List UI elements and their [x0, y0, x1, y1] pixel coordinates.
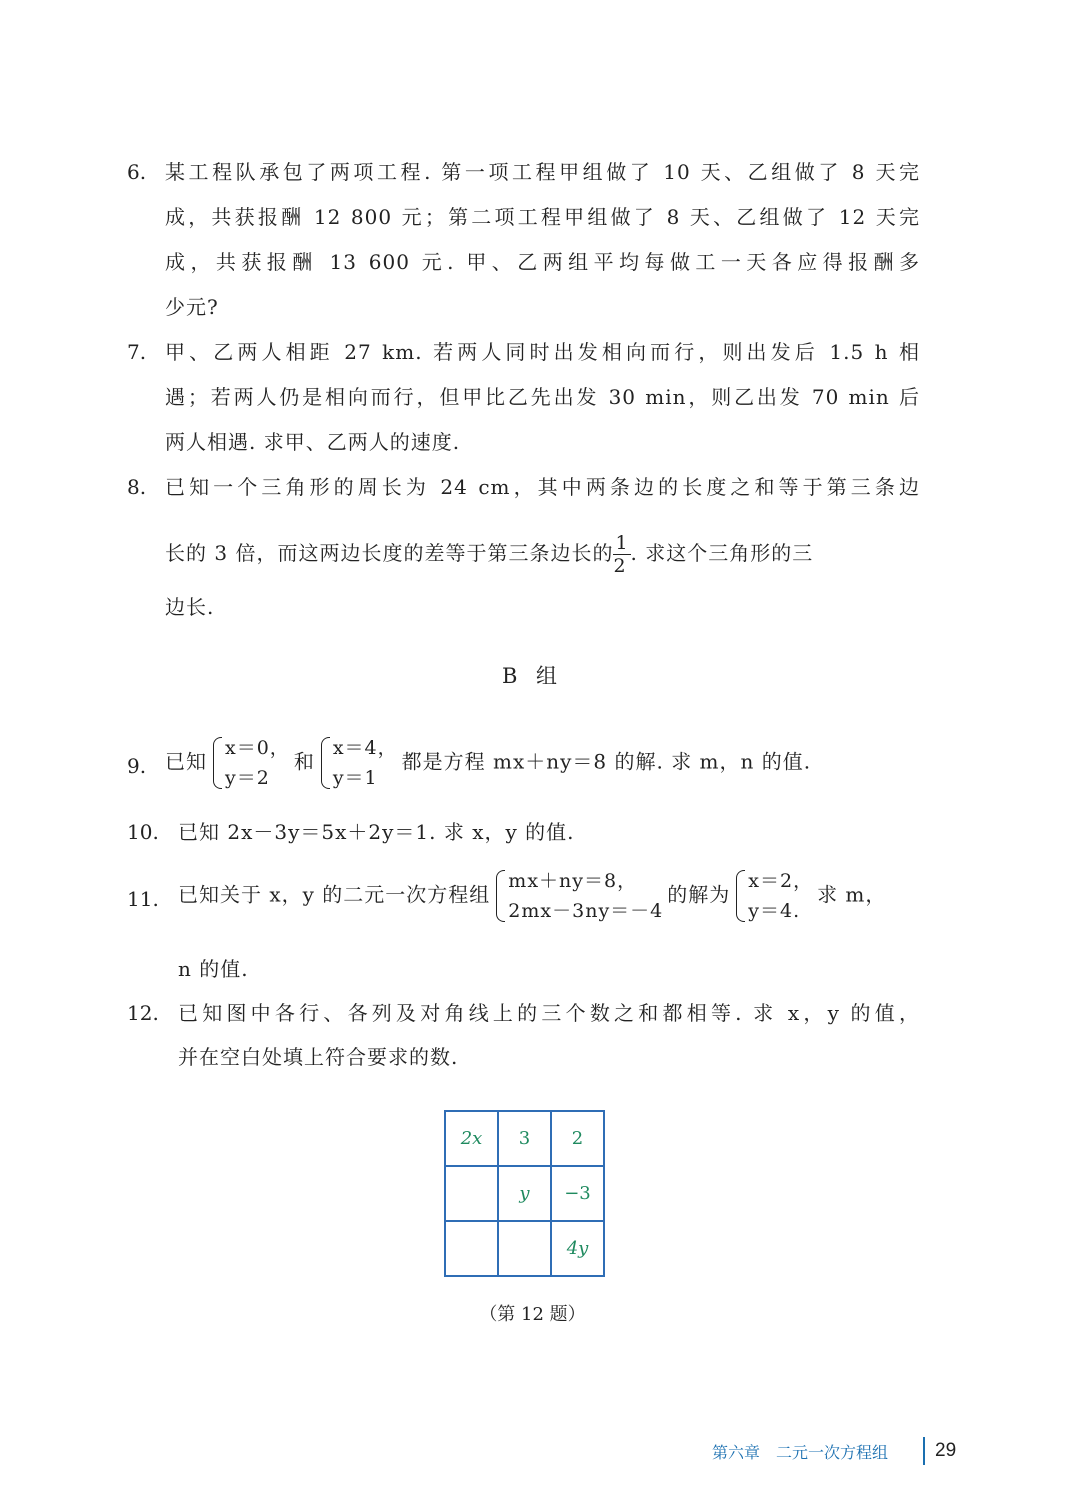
equation: y＝1 [332, 767, 378, 789]
problem-11-line: n 的值. [178, 957, 249, 981]
grid-cell: y [498, 1166, 551, 1221]
problem-9-line [165, 733, 920, 793]
text: . 求这个三角形的三 [630, 541, 814, 565]
problem-9-number: 9. [127, 754, 147, 778]
problem-8-line [165, 532, 920, 577]
problem-11-line [178, 866, 933, 926]
equation: x＝4， [332, 737, 398, 759]
text: 已知关于 x，y 的二元一次方程组 [178, 882, 491, 907]
problem-7-number: 7. [127, 340, 147, 364]
equation-system [734, 866, 813, 926]
grid-cell: 2x [445, 1111, 498, 1166]
footer-divider [923, 1437, 925, 1465]
grid-cell [445, 1166, 498, 1221]
problem-8-number: 8. [127, 475, 147, 499]
equation-system [494, 866, 663, 926]
text: 求 m， [817, 882, 887, 907]
problem-7-line: 遇；若两人仍是相向而行，但甲比乙先出发 30 min，则乙出发 70 min 后 [165, 385, 920, 409]
problem-7-line: 两人相遇. 求甲、乙两人的速度. [165, 430, 461, 454]
problem-10-line: 已知 2x－3y＝5x＋2y＝1. 求 x，y 的值. [178, 820, 575, 844]
problem-6-line: 成，共获报酬 12 800 元；第二项工程甲组做了 8 天、乙组做了 12 天完 [165, 205, 920, 229]
denominator: 2 [613, 555, 627, 577]
text: 都是方程 mx＋ny＝8 的解. 求 m，n 的值. [401, 749, 812, 774]
problem-6-line: 某工程队承包了两项工程. 第一项工程甲组做了 10 天、乙组做了 8 天完 [165, 160, 920, 184]
equation: x＝2， [748, 870, 814, 892]
problem-12-number: 12. [127, 1001, 159, 1025]
grid-cell [498, 1221, 551, 1276]
text: 长的 3 倍，而这两边长度的差等于第三条边长的 [165, 541, 614, 565]
fraction-one-half [613, 532, 630, 577]
text: 和 [293, 749, 315, 774]
group-b-heading: B 组 [501, 664, 564, 688]
problem-8-line: 边长. [165, 595, 215, 619]
equation: y＝2 [225, 767, 270, 789]
equation-system [319, 733, 398, 793]
problem-12-line: 已知图中各行、各列及对角线上的三个数之和都相等. 求 x，y 的值， [178, 1001, 920, 1025]
problem-7-line: 甲、乙两人相距 27 km. 若两人同时出发相向而行，则出发后 1.5 h 相 [165, 340, 920, 364]
problem-11-number: 11. [127, 887, 159, 911]
magic-square-grid [444, 1110, 605, 1277]
equation: y＝4. [748, 900, 801, 922]
text: 已知 [165, 749, 207, 774]
equation: 2mx－3ny＝－4 [508, 900, 664, 922]
problem-6-number: 6. [127, 160, 147, 184]
problem-8-line: 已知一个三角形的周长为 24 cm，其中两条边的长度之和等于第三条边 [165, 475, 920, 499]
equation-system [211, 733, 290, 793]
equation: x＝0， [225, 737, 290, 759]
numerator: 1 [615, 532, 629, 554]
figure-caption: （第 12 题） [479, 1304, 586, 1325]
grid-cell: 3 [498, 1111, 551, 1166]
grid-cell [445, 1221, 498, 1276]
page-number: 29 [935, 1440, 957, 1461]
text: 的解为 [667, 882, 731, 907]
footer-chapter-title: 第六章 二元一次方程组 [712, 1443, 889, 1462]
problem-6-line: 成，共获报酬 13 600 元. 甲、乙两组平均每做工一天各应得报酬多 [165, 250, 920, 274]
grid-cell: −3 [551, 1166, 604, 1221]
grid-cell: 2 [551, 1111, 604, 1166]
problem-10-number: 10. [127, 820, 159, 844]
equation: mx＋ny＝8， [508, 870, 638, 892]
grid-cell: 4y [551, 1221, 604, 1276]
problem-6-line: 少元? [165, 295, 219, 319]
problem-12-line: 并在空白处填上符合要求的数. [178, 1045, 459, 1069]
